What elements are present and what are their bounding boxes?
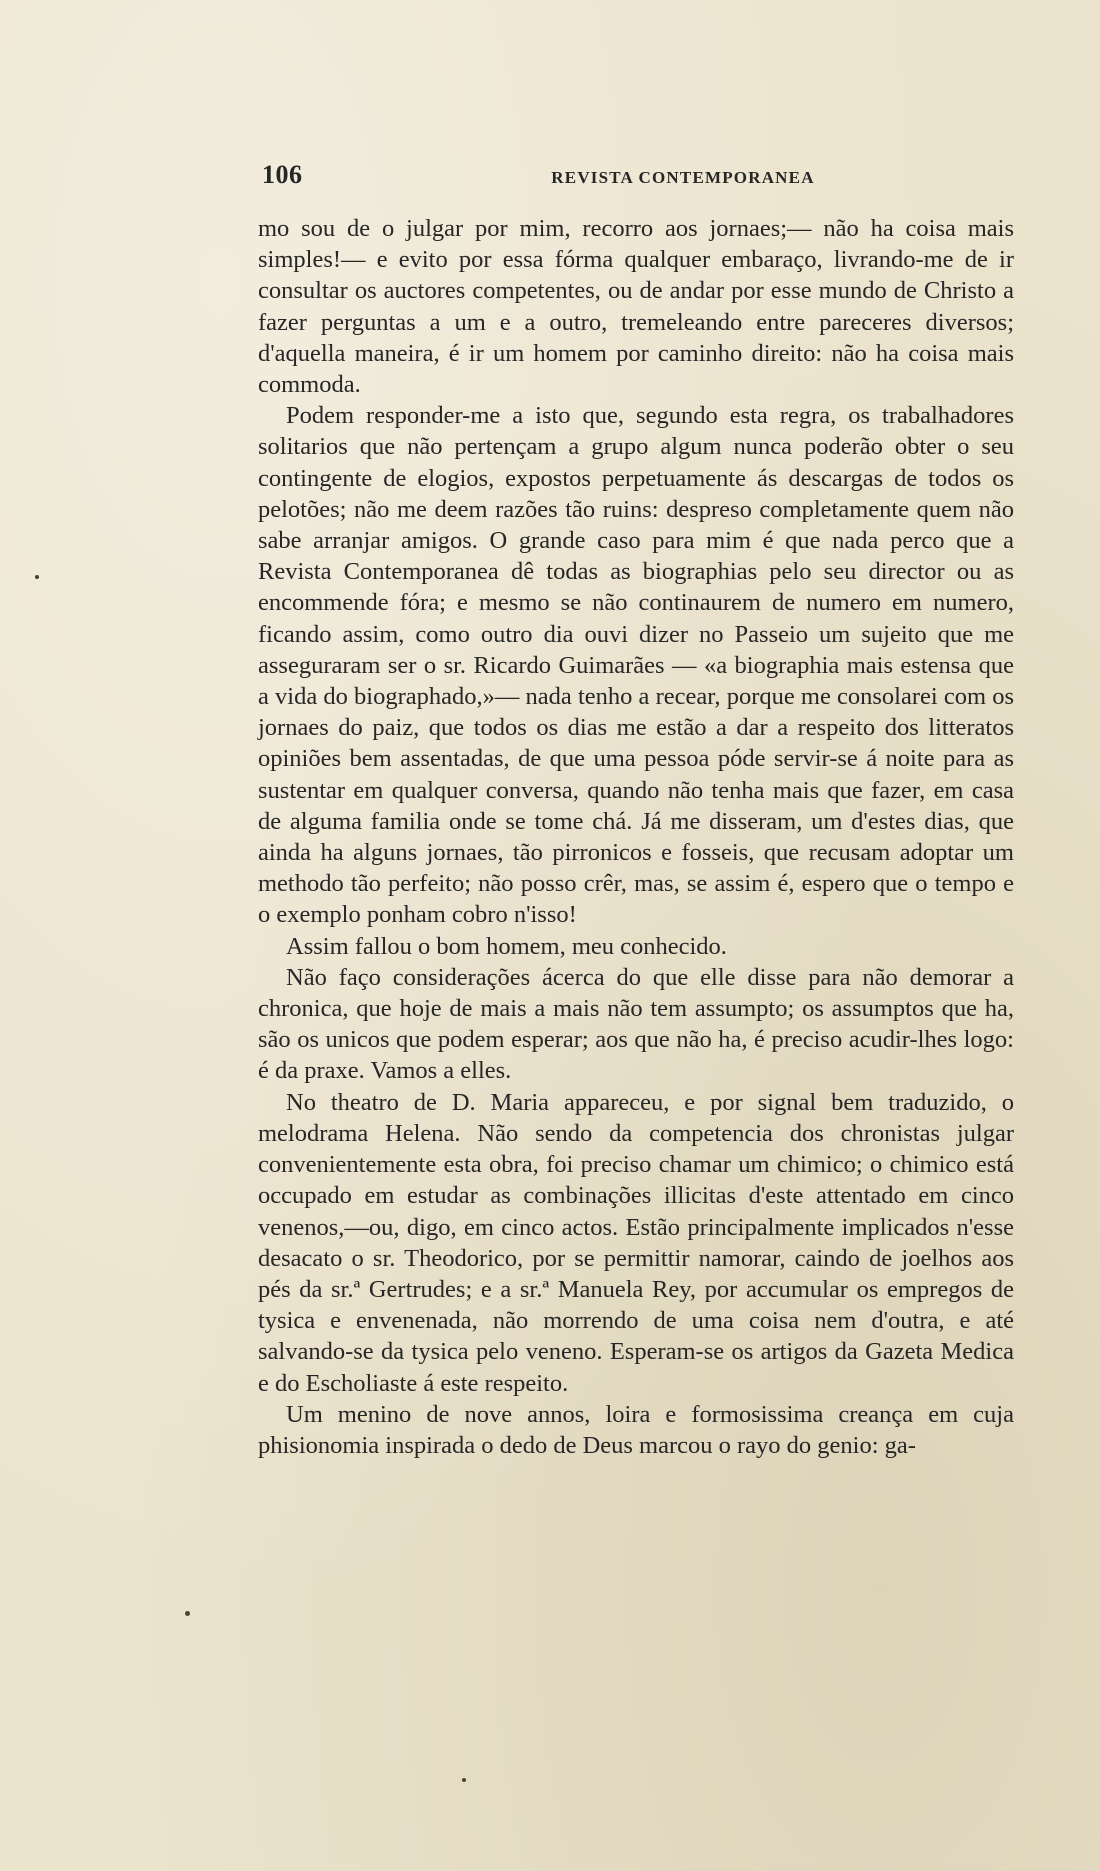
page-number: 106	[262, 160, 303, 189]
paragraph-4: Não faço considerações ácerca do que elle disse para não demorar a chronica, que hoje de mais a mais não tem assumpto; os assumptos que ha, são os unicos que podem esperar; aos que não ha, é preciso acudir-lhes logo: é da praxe. Vamos a elles.	[258, 963, 1014, 1085]
body-text	[258, 213, 1014, 1461]
paragraph-2: Podem responder-me a isto que, segundo esta regra, os trabalhadores solitarios que não pertençam a grupo algum nunca poderão obter o seu contingente de elogios, expostos perpetuamente ás descargas de todos os pelotões; não me deem razões tão ruins: despreso completamente quem não sabe arranjar amigos. O grande caso para mim é que nada perco que a Revista Contemporanea dê todas as biographias pelo seu director ou as encommende fóra; e mesmo se não continaurem de numero em numero, ficando assim, como outro dia ouvi dizer no Passeio um sujeito que me asseguraram ser o sr. Ricardo Guimarães — «a biographia mais estensa que a vida do biographado,»— nada tenho a recear, porque me consolarei com os jornaes do paiz, que todos os dias me estão a dar a respeito dos litteratos opiniões bem assentadas, de que uma pessoa póde servir-se á noite para as sustentar em qualquer conversa, quando não tenha mais que fazer, em casa de alguma familia onde se tome chá. Já me disseram, um d'estes dias, que ainda ha alguns jornaes, tão pirronicos e fosseis, que recusam adoptar um methodo tão perfeito; não posso crêr, mas, se assim é, espero que o tempo e o exemplo ponham cobro n'isso!	[258, 402, 1014, 929]
paragraph-6: Um menino de nove annos, loira e formosissima creança em cuja phisionomia inspirada o dedo de Deus marcou o rayo do genio: ga-	[258, 1400, 1014, 1459]
running-title: REVISTA CONTEMPORANEA	[551, 168, 815, 187]
paper-speck	[35, 575, 39, 579]
paper-speck	[185, 1611, 190, 1616]
paragraph-1: mo sou de o julgar por mim, recorro aos jornaes;— não ha coisa mais simples!— e evito por essa fórma qualquer embaraço, livrando-me de ir consultar os auctores competentes, ou de andar por esse mundo de Christo a fazer perguntas a um e a outro, tremeleando entre pareceres diversos; d'aquella maneira, é ir um homem por caminho direito: não ha coisa mais commoda.	[258, 215, 1014, 399]
paper-speck	[462, 1778, 466, 1782]
paragraph-3: Assim fallou o bom homem, meu conhecido.	[286, 932, 727, 960]
page-header	[258, 160, 1018, 200]
paragraph-5: No theatro de D. Maria appareceu, e por signal bem traduzido, o melodrama Helena. Não sendo da competencia dos chronistas julgar convenientemente esta obra, foi preciso chamar um chimico; o chimico está occupado em estudar as combinações illicitas d'este attentado em cinco venenos,—ou, digo, em cinco actos. Estão principalmente implicados n'esse desacato o sr. Theodorico, por se permittir namorar, caindo de joelhos aos pés da sr.ª Gertrudes; e a sr.ª Manuela Rey, por accumular os empregos de tysica e envenenada, não morrendo de uma coisa nem d'outra, e até salvando-se da tysica pelo veneno. Esperam-se os artigos da Gazeta Medica e do Escholiaste á este respeito.	[258, 1088, 1014, 1397]
